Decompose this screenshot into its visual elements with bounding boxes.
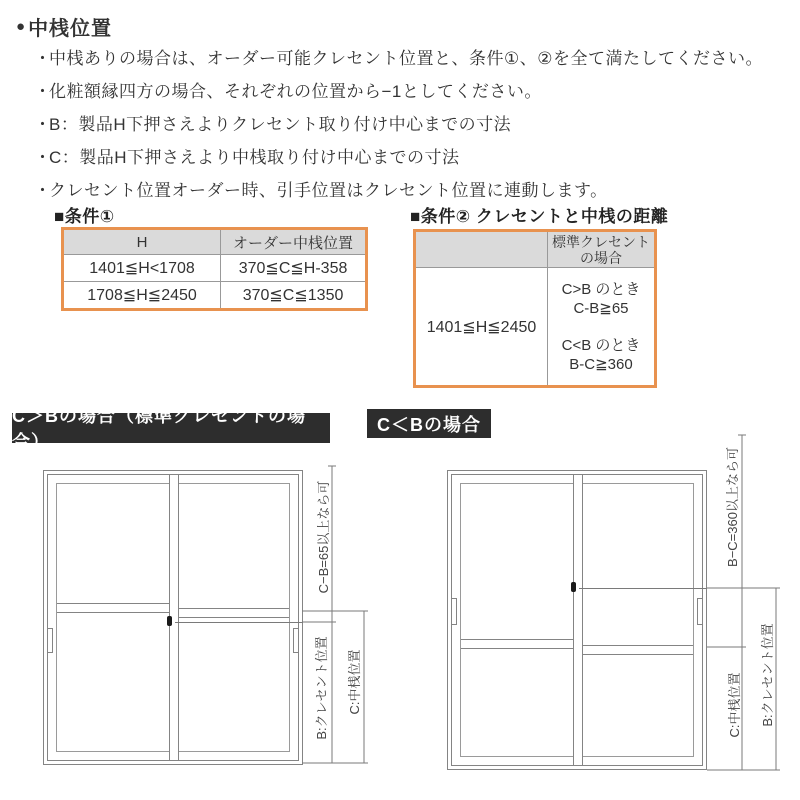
crescent-lock-icon — [571, 582, 576, 592]
bullet-dot-icon: ● — [16, 18, 27, 35]
notes-list — [34, 44, 763, 209]
header-line: の場合 — [580, 249, 622, 266]
bullet-marker: ・ — [34, 82, 52, 101]
window-diagram-cb — [43, 470, 303, 765]
header-cell-empty — [416, 232, 548, 268]
rail-position-label: C:中桟位置 — [727, 672, 742, 738]
cell-h-range: 1401≦H≦2450 — [416, 268, 548, 385]
col-header-h: H — [63, 229, 221, 255]
diagram-bc-banner: C＜Bの場合 — [367, 409, 491, 438]
crescent-extension-line — [579, 588, 707, 589]
condition2-table — [413, 229, 657, 388]
table-header-row — [63, 229, 367, 255]
note-text: 中桟ありの場合は、オーダー可能クレセント位置と、条件①、②を全て満たしてください。 — [49, 49, 763, 68]
rule-when: C<B のとき — [561, 336, 641, 354]
bullet-marker: ・ — [34, 181, 52, 200]
condition1-title: ■条件① — [54, 207, 115, 226]
bullet-marker: ・ — [34, 148, 52, 167]
crescent-lock-icon — [167, 616, 172, 626]
crescent-extension-line — [175, 622, 303, 623]
note-text: クレセント位置オーダー時、引手位置はクレセント位置に連動します。 — [49, 181, 608, 200]
col-header-order-position: オーダー中桟位置 — [221, 229, 367, 255]
middle-rail-left — [57, 603, 169, 613]
gap-dimension-label: B−C=360以上なら可 — [725, 447, 740, 567]
rule-case — [562, 280, 641, 318]
diagram-cb-banner: C＞Bの場合（標準クレセントの場合） — [12, 413, 330, 443]
meeting-stile — [573, 475, 583, 765]
pull-handle-left — [451, 598, 457, 625]
middle-rail-right — [583, 645, 693, 655]
note-text: C：製品H下押さえより中桟取り付け中心までの寸法 — [49, 148, 460, 167]
window-diagram-bc — [447, 470, 707, 770]
table-row — [63, 255, 367, 282]
middle-rail-right — [179, 608, 289, 618]
rule-when: C>B のとき — [561, 280, 641, 298]
cell-c-range: 370≦C≦1350 — [221, 282, 367, 310]
condition2-title: ■条件② クレセントと中桟の距離 — [410, 207, 669, 226]
bullet-marker: ・ — [34, 115, 52, 134]
bullet-marker: ・ — [34, 49, 52, 68]
cell-h-range: 1708≦H≦2450 — [63, 282, 221, 310]
pull-handle-right — [293, 628, 299, 653]
rule-formula: B-C≧360 — [569, 355, 633, 373]
note-text: B：製品H下押さえよりクレセント取り付け中心までの寸法 — [49, 115, 512, 134]
header-line: 標準クレセント — [552, 233, 650, 250]
list-item — [34, 44, 763, 77]
dimension-lines-bc — [705, 420, 800, 785]
cell-crescent-rules — [548, 268, 654, 385]
gap-dimension-label: C−B=65以上なら可 — [316, 480, 331, 594]
pull-handle-left — [47, 628, 53, 653]
list-item — [34, 110, 763, 143]
crescent-position-label: B:クレセント位置 — [760, 623, 775, 727]
pull-handle-right — [697, 598, 703, 625]
rule-case — [562, 336, 641, 374]
cell-h-range: 1401≦H<1708 — [63, 255, 221, 282]
cell-c-range: 370≦C≦H-358 — [221, 255, 367, 282]
list-item — [34, 143, 763, 176]
crescent-position-label: B:クレセント位置 — [314, 636, 329, 740]
table-row — [63, 282, 367, 310]
page-title-text: 中桟位置 — [28, 18, 113, 40]
rail-position-label: C:中桟位置 — [347, 649, 362, 715]
condition1-table — [61, 227, 368, 311]
dimension-lines-cb — [300, 450, 395, 785]
rule-formula: C-B≧65 — [573, 299, 629, 317]
note-text: 化粧額縁四方の場合、それぞれの位置から−1としてください。 — [49, 82, 542, 101]
page-title — [16, 12, 112, 41]
header-cell-standard-crescent — [548, 232, 654, 268]
middle-rail-left — [461, 639, 573, 649]
list-item — [34, 77, 763, 110]
